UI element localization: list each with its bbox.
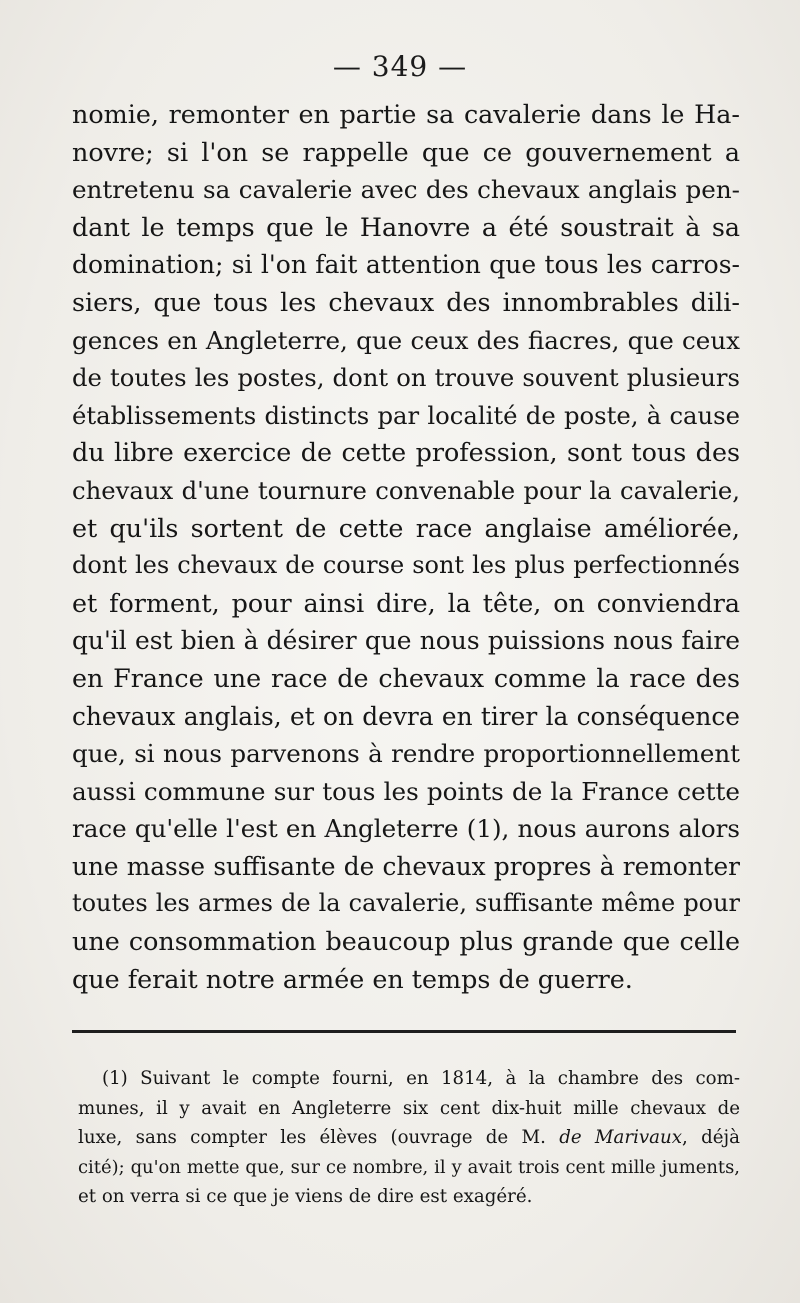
footnote-line: cité); qu'on mette que, sur ce nombre, il y avait trois cent mille juments, xyxy=(78,1156,740,1178)
text-line: et forment, pour ainsi dire, la tête, on conviendra xyxy=(72,587,740,618)
footnote-divider xyxy=(72,1030,736,1033)
text-line: en France une race de chevaux comme la race des xyxy=(72,662,740,693)
footnote-italic-name: de Marivaux xyxy=(559,1127,682,1149)
footnote-text: luxe, sans compter les élèves (ouvrage de M. xyxy=(78,1127,546,1149)
page-number: — 349 — xyxy=(332,50,468,83)
text-line: que, si nous parvenons à rendre proportionnellement xyxy=(72,739,740,769)
text-line: siers, que tous les chevaux des innombrables dili- xyxy=(72,286,740,317)
text-line: du libre exercice de cette profession, sont tous des xyxy=(72,437,740,468)
footnote-line: (1) Suivant le compte fourni, en 1814, à la chambre des com- xyxy=(102,1068,740,1089)
text-line: dant le temps que le Hanovre a été soustrait à sa xyxy=(72,211,740,242)
text-line: nomie, remonter en partie sa cavalerie dans le Ha- xyxy=(72,99,740,129)
text-line: race qu'elle l'est en Angleterre (1), nous aurons alors xyxy=(72,814,740,844)
text-line: établissements distincts par localité de poste, à cause xyxy=(72,400,740,430)
main-text-block xyxy=(72,96,740,998)
text-line: qu'il est bien à désirer que nous puissions nous faire xyxy=(72,626,740,656)
text-line: une masse suffisante de chevaux propres à remonter xyxy=(72,851,740,881)
text-line: une consommation beaucoup plus grande que celle xyxy=(72,926,740,957)
footnote-line: et on verra si ce que je viens de dire est exagéré. xyxy=(78,1186,533,1208)
text-line: novre; si l'on se rappelle que ce gouvernement a xyxy=(72,136,740,167)
text-line: chevaux anglais, et on devra en tirer la conséquence xyxy=(72,701,740,731)
text-line: gences en Angleterre, que ceux des fiacres, que ceux xyxy=(72,325,740,355)
text-line: et qu'ils sortent de cette race anglaise améliorée, xyxy=(72,512,740,543)
text-line: entretenu sa cavalerie avec des chevaux anglais pen- xyxy=(72,175,740,205)
footnote-line-with-italic xyxy=(78,1123,740,1153)
text-line: chevaux d'une tournure convenable pour la cavalerie, xyxy=(72,475,740,505)
text-line: de toutes les postes, dont on trouve souvent plusieurs xyxy=(72,363,740,393)
text-line: domination; si l'on fait attention que tous les carros- xyxy=(72,250,740,280)
footnote-line: munes, il y avait en Angleterre six cent dix-huit mille chevaux de xyxy=(78,1097,740,1119)
text-line: que ferait notre armée en temps de guerre. xyxy=(72,963,633,994)
text-line: toutes les armes de la cavalerie, suffisante même pour xyxy=(72,889,740,918)
footnote xyxy=(78,1064,740,1212)
footnote-text: , déjà xyxy=(682,1127,740,1149)
text-line: aussi commune sur tous les points de la France cette xyxy=(72,776,740,806)
text-line: dont les chevaux de course sont les plus perfectionnés xyxy=(72,551,740,580)
